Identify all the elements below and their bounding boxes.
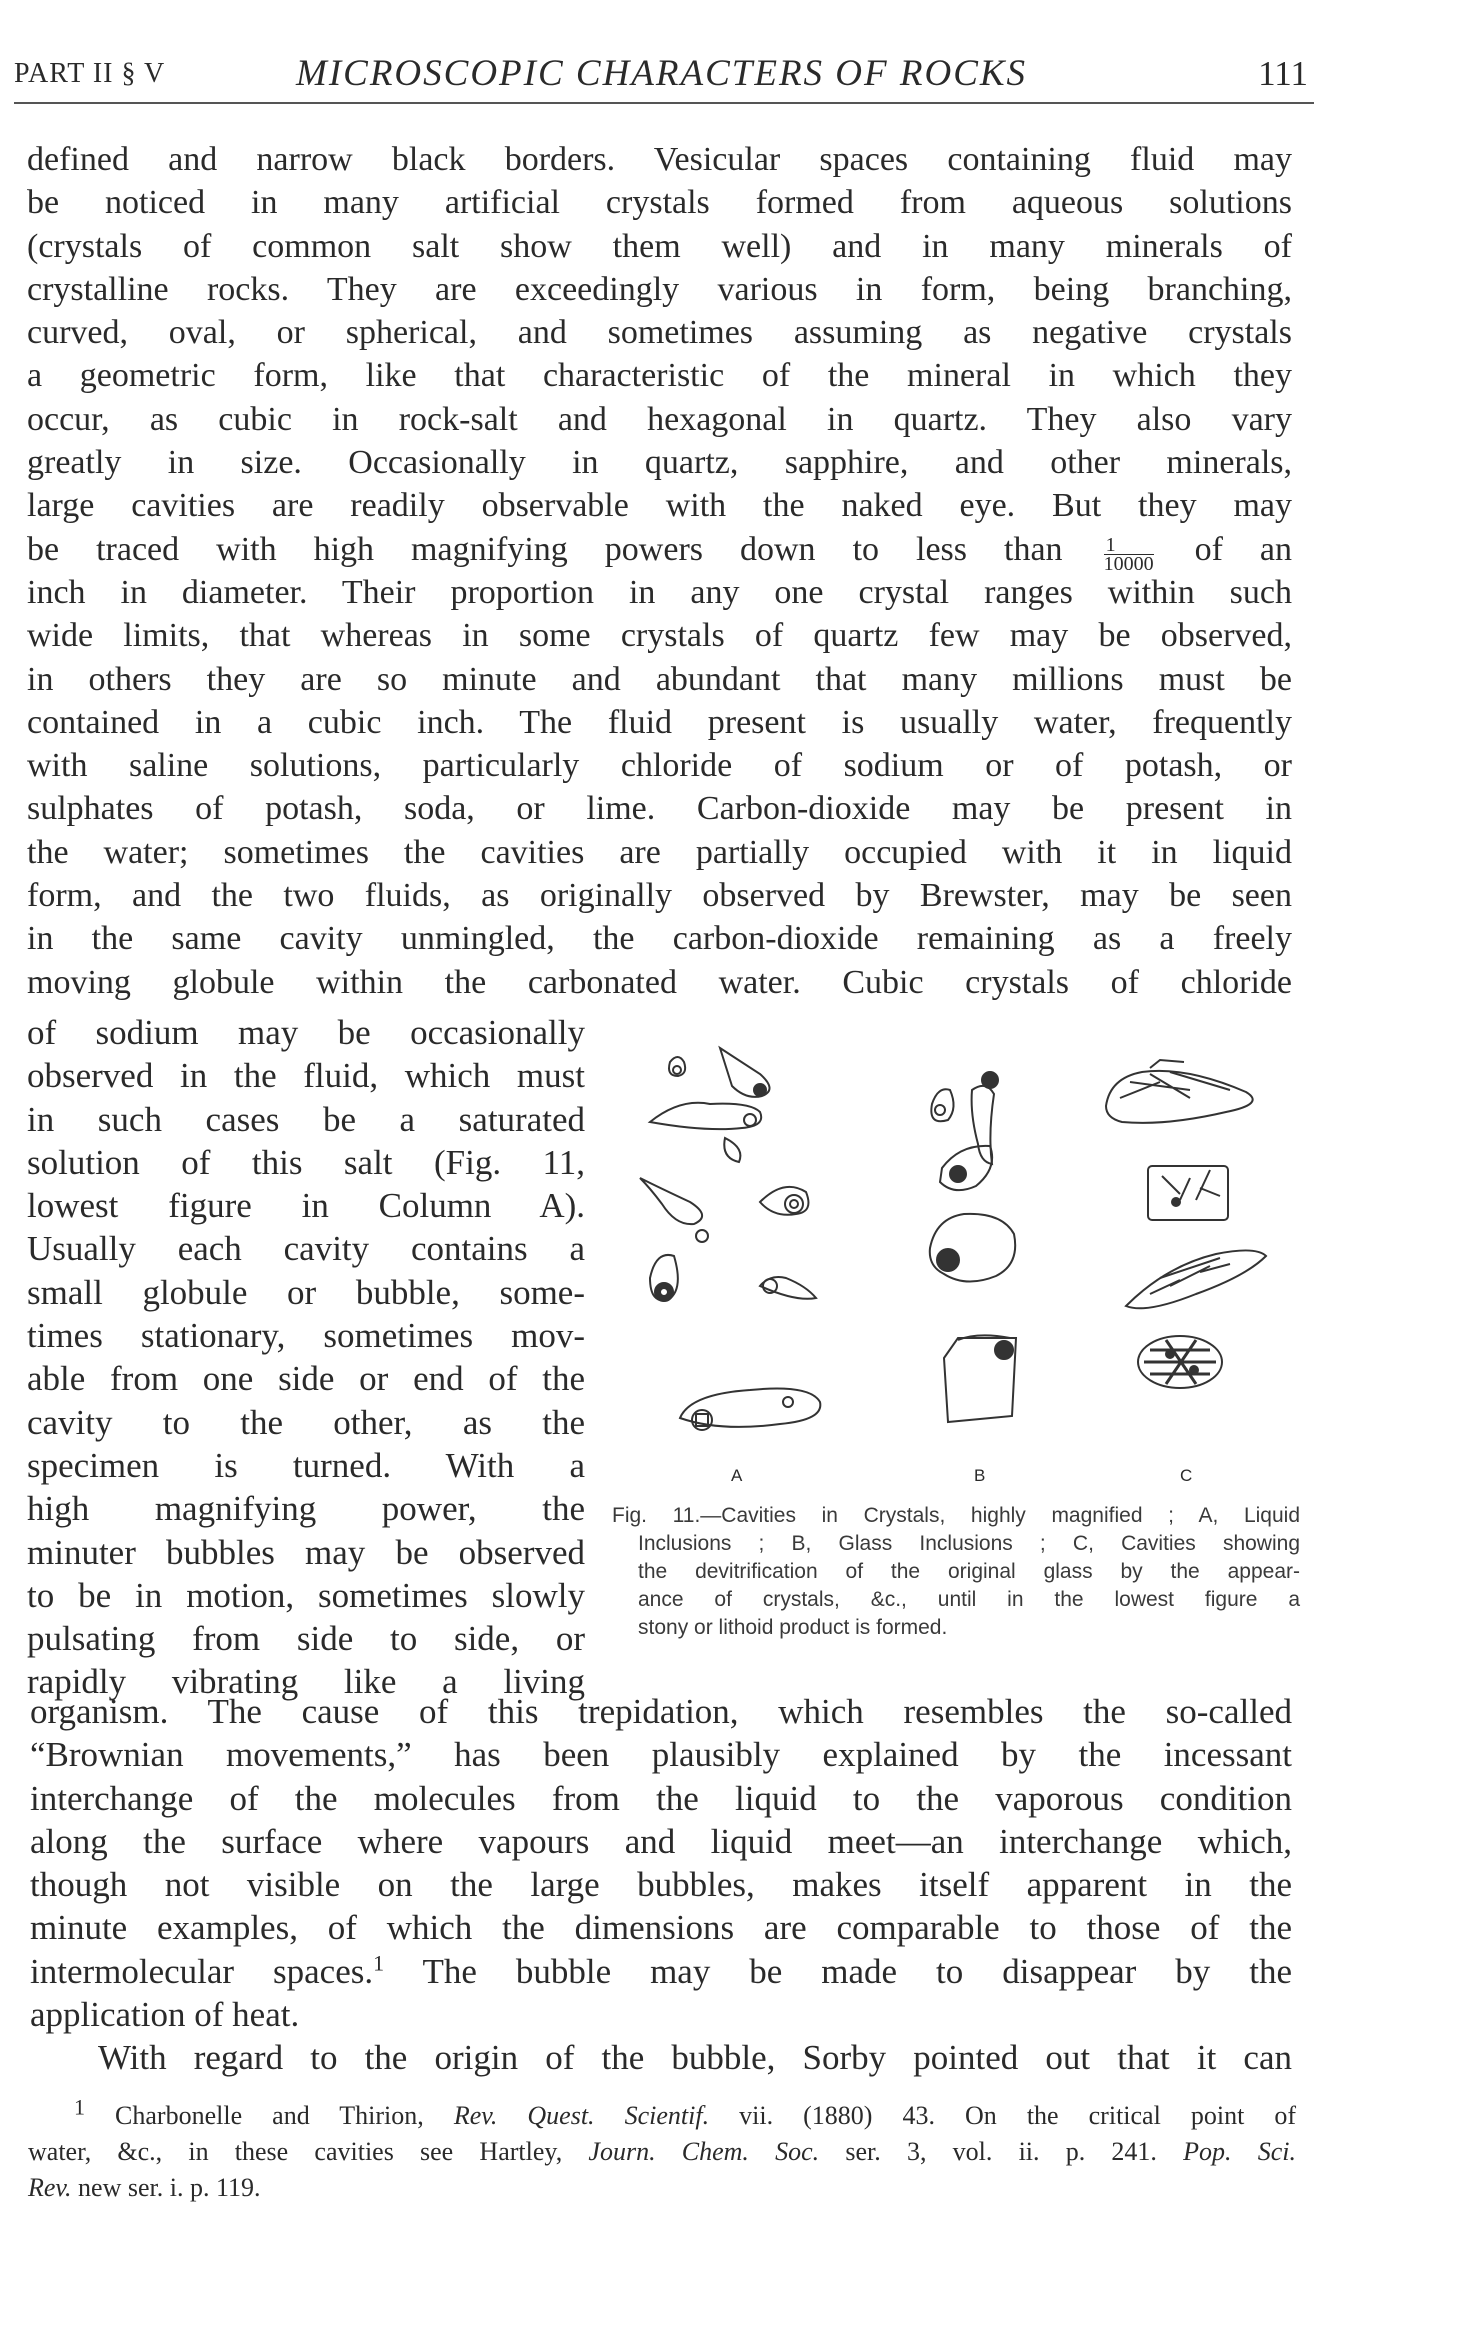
- text-line: solution of this salt (Fig. 11,: [27, 1142, 585, 1182]
- caption-line: the devitrification of the original glass by the appear-: [638, 1560, 1300, 1583]
- text-line: minute examples, of which the dimensions are comparable to those of the: [30, 1908, 1292, 1948]
- text-line: Usually each cavity contains a: [27, 1229, 585, 1269]
- caption-line: ance of crystals, &c., until in the lowest figure a: [638, 1588, 1300, 1611]
- text-segment: be traced with high magnifying powers down to less than: [27, 530, 1063, 568]
- text-line: times stationary, sometimes mov-: [27, 1316, 585, 1356]
- caption-line: Inclusions ; B, Glass Inclusions ; C, Cavities showing: [638, 1532, 1300, 1555]
- running-title: MICROSCOPIC CHARACTERS OF ROCKS: [296, 53, 1028, 94]
- text-line: form, and the two fluids, as originally observed by Brewster, may be seen: [27, 877, 1292, 915]
- caption-line: stony or lithoid product is formed.: [638, 1616, 948, 1639]
- text-line: defined and narrow black borders. Vesicular spaces containing fluid may: [27, 141, 1292, 178]
- text-line: sulphates of potash, soda, or lime. Carbon-dioxide may be present in: [27, 790, 1292, 828]
- text-line: moving globule within the carbonated water. Cubic crystals of chloride: [27, 963, 1292, 1001]
- text-line: minuter bubbles may be observed: [27, 1532, 585, 1572]
- footnote-text: new ser. i. p. 119.: [71, 2173, 261, 2202]
- text-line: inch in diameter. Their proportion in any one crystal ranges within such: [27, 573, 1292, 611]
- text-line: “Brownian movements,” has been plausibly explained by the incessant: [30, 1735, 1292, 1775]
- text-line: a geometric form, like that characteristic of the mineral in which they: [27, 357, 1292, 395]
- text-line: small globule or bubble, some-: [27, 1272, 585, 1312]
- footnote-citation: Rev. Quest. Scientif.: [453, 2101, 710, 2130]
- cavities-illustration: [610, 1010, 1310, 1480]
- text-line: in others they are so minute and abundant that many millions must be: [27, 660, 1292, 698]
- footnote-citation: Rev.: [28, 2173, 72, 2202]
- text-line: interchange of the molecules from the liquid to the vaporous condition: [30, 1778, 1292, 1818]
- text-line: though not visible on the large bubbles, makes itself apparent in the: [30, 1865, 1292, 1905]
- page-number: 111: [1258, 54, 1308, 93]
- text-line: lowest figure in Column A).: [27, 1186, 585, 1226]
- liquid-inclusions-column: [640, 1048, 820, 1430]
- text-line: along the surface where vapours and liquid meet—an interchange which,: [30, 1821, 1292, 1861]
- text-line: curved, oval, or spherical, and sometimes assuming as negative crystals: [27, 314, 1292, 352]
- text-line: rapidly vibrating like a living: [27, 1662, 585, 1702]
- footnote-line: [28, 2094, 1297, 2134]
- part-section-label: PART II § V: [14, 58, 166, 89]
- text-line: high magnifying power, the: [27, 1489, 585, 1529]
- text-segment: intermolecular spaces.: [30, 1951, 374, 1991]
- text-line: organism. The cause of this trepidation, which resembles the so-called: [30, 1692, 1292, 1731]
- fraction-denominator: 10000: [1103, 552, 1154, 575]
- footnote-reference: 1: [373, 1950, 385, 1976]
- paragraph-fluid-cavities: [27, 138, 1292, 1004]
- footnote-marker: 1: [74, 2094, 85, 2120]
- column-a-label: A: [731, 1466, 743, 1485]
- footnote-line: [28, 2170, 1296, 2206]
- footnote-citation: Pop. Sci.: [1183, 2137, 1296, 2166]
- text-line: with saline solutions, particularly chloride of sodium or of potash, or: [27, 747, 1292, 785]
- fraction: [1103, 533, 1154, 575]
- fraction-numerator: 1: [1104, 536, 1154, 555]
- glass-inclusions-column: [930, 1072, 1016, 1422]
- column-b-label: B: [974, 1466, 986, 1485]
- running-head: [14, 53, 1314, 104]
- footnote-line: [28, 2134, 1296, 2170]
- text-line-with-fraction: [27, 528, 1293, 575]
- text-segment: The bubble may be made to disappear by the: [384, 1951, 1293, 1991]
- text-line: of sodium may be occasionally: [27, 1013, 585, 1052]
- text-line: in such cases be a saturated: [27, 1099, 585, 1139]
- caption-line: Fig. 11.—Cavities in Crystals, highly magnified ; A, Liquid: [612, 1504, 1300, 1527]
- text-line: pulsating from side to side, or: [27, 1619, 585, 1659]
- text-line: cavity to the other, as the: [27, 1402, 585, 1442]
- text-line: contained in a cubic inch. The fluid present is usually water, frequently: [27, 703, 1292, 741]
- text-line: observed in the fluid, which must: [27, 1056, 585, 1096]
- figure-caption: [612, 1502, 1300, 1642]
- figure-11-cavities: [610, 1010, 1310, 1510]
- footnote-text: ser. 3, vol. ii. p. 241.: [819, 2137, 1184, 2166]
- column-c-label: C: [1180, 1466, 1193, 1485]
- text-line: in the same cavity unmingled, the carbon-dioxide remaining as a freely: [27, 920, 1292, 958]
- paragraph-brownian: [30, 1690, 1292, 2080]
- footnote-citation: Journ. Chem. Soc.: [588, 2137, 820, 2166]
- text-line: able from one side or end of the: [27, 1359, 585, 1399]
- text-line: occur, as cubic in rock-salt and hexagonal in quartz. They also vary: [27, 400, 1292, 438]
- text-line: With regard to the origin of the bubble, Sorby pointed out that it can: [98, 2038, 1292, 2078]
- text-line: application of heat.: [30, 1995, 300, 2035]
- text-line: crystalline rocks. They are exceedingly various in form, being branching,: [27, 270, 1292, 308]
- devitrification-column: [1106, 1060, 1266, 1388]
- text-line: the water; sometimes the cavities are partially occupied with it in liquid: [27, 833, 1292, 871]
- footnote-text: Charbonelle and Thirion,: [115, 2101, 454, 2130]
- footnote-text: vii. (1880) 43. On the critical point of: [709, 2101, 1297, 2130]
- text-line-with-footnote: [30, 1950, 1292, 1993]
- text-line: greatly in size. Occasionally in quartz, sapphire, and other minerals,: [27, 444, 1292, 482]
- text-line: wide limits, that whereas in some crystals of quartz few may be observed,: [27, 617, 1292, 655]
- text-line: specimen is turned. With a: [27, 1445, 585, 1485]
- text-segment: of an: [1194, 530, 1293, 568]
- footnote-block: [28, 2094, 1297, 2206]
- text-line: large cavities are readily observable with the naked eye. But they may: [27, 487, 1292, 525]
- paragraph-beside-figure: [27, 1011, 585, 1704]
- text-line: to be in motion, sometimes slowly: [27, 1575, 585, 1615]
- text-line: (crystals of common salt show them well) and in many minerals of: [27, 227, 1292, 265]
- text-line: be noticed in many artificial crystals formed from aqueous solutions: [27, 184, 1292, 222]
- footnote-text: water, &c., in these cavities see Hartley,: [28, 2137, 589, 2166]
